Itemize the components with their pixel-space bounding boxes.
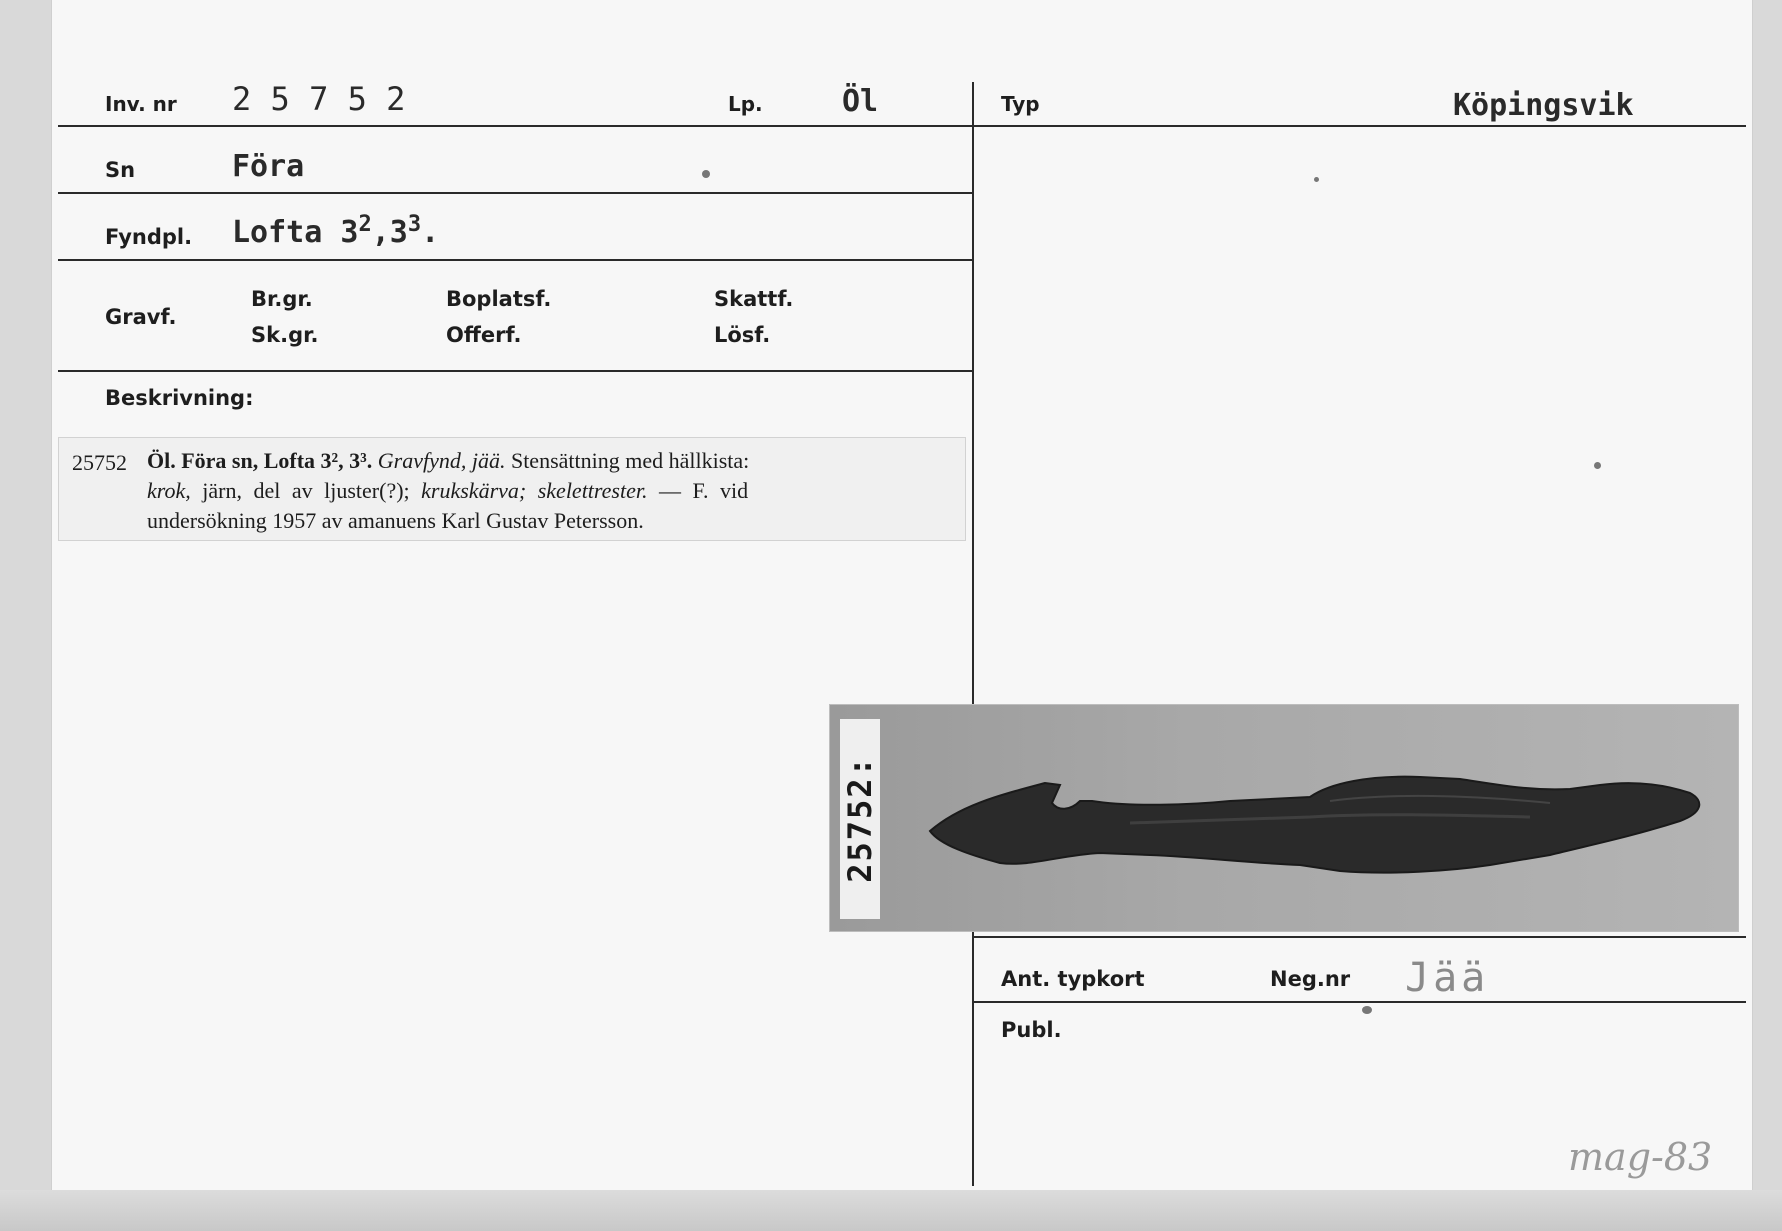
description-slip [58,437,966,541]
skattf-label: Skattf. [714,287,794,311]
divider [58,125,974,127]
neg-nr-label: Neg.nr [1270,967,1351,991]
scan-background [0,1190,1782,1231]
slip-line-3 [147,508,644,534]
publ-label: Publ. [1001,1018,1062,1042]
fyndpl-text: Lofta 3 [232,215,359,250]
typ-label: Typ [1001,92,1040,116]
sn-label: Sn [105,158,136,182]
inv-nr-label: Inv. nr [105,92,177,116]
artifact-photo [829,704,1739,932]
slip-number: 25752 [72,450,127,475]
column-divider [972,82,974,1186]
divider [58,192,974,194]
divider [974,125,1746,127]
fyndpl-mid: ,3 [371,215,408,250]
offerf-label: Offerf. [446,323,522,347]
dust-speck [1314,177,1319,182]
slip-line1-italic: Gravfynd, jää. [377,448,506,473]
br-gr-label: Br.gr. [251,287,313,311]
slip-line-2 [147,478,748,504]
fyndpl-end: . [421,215,440,250]
sk-gr-label: Sk.gr. [251,323,319,347]
slip-line2-plain1: järn, del av ljuster(?); [202,478,410,503]
sn-value: Föra [232,149,305,184]
divider [58,370,974,372]
slip-line-1 [147,448,749,474]
slip-line2-italic2: krukskärva; skelettrester. [421,478,648,503]
losf-label: Lösf. [714,323,771,347]
typ-value: Köpingsvik [1453,88,1634,123]
divider [58,259,974,261]
iron-hook-image [830,705,1738,931]
gravf-label: Gravf. [105,305,177,329]
slip-line2-plain2: — F. vid [659,478,749,503]
catalog-card [52,0,1752,1190]
boplatsf-label: Boplatsf. [446,287,552,311]
beskrivning-label: Beskrivning: [105,386,254,410]
lp-value: Öl [842,84,879,119]
slip-line3: undersökning 1957 av amanuens Karl Gustav Petersson. [147,508,644,533]
slip-line1-bold: Öl. Föra sn, Lofta 3², 3³. [147,448,373,473]
divider [974,1001,1746,1003]
dust-speck [1362,1006,1372,1014]
lp-label: Lp. [728,92,763,116]
fyndpl-value [232,212,439,250]
dust-speck [702,170,710,178]
handwritten-note: mag-83 [1568,1135,1713,1179]
dust-speck [1594,462,1601,469]
slip-line2-italic1: krok, [147,478,191,503]
photo-number: 25752: [841,755,879,883]
ant-typkort-label: Ant. typkort [1001,967,1145,991]
fyndpl-sup1: 2 [358,212,372,237]
slip-line1-rest: Stensättning med hällkista: [510,448,750,473]
neg-nr-value: Jää [1405,955,1490,1001]
inv-nr-value: 2 5 7 5 2 [232,80,406,118]
divider [974,936,1746,938]
fyndpl-label: Fyndpl. [105,225,193,249]
fyndpl-sup2: 3 [407,212,422,237]
